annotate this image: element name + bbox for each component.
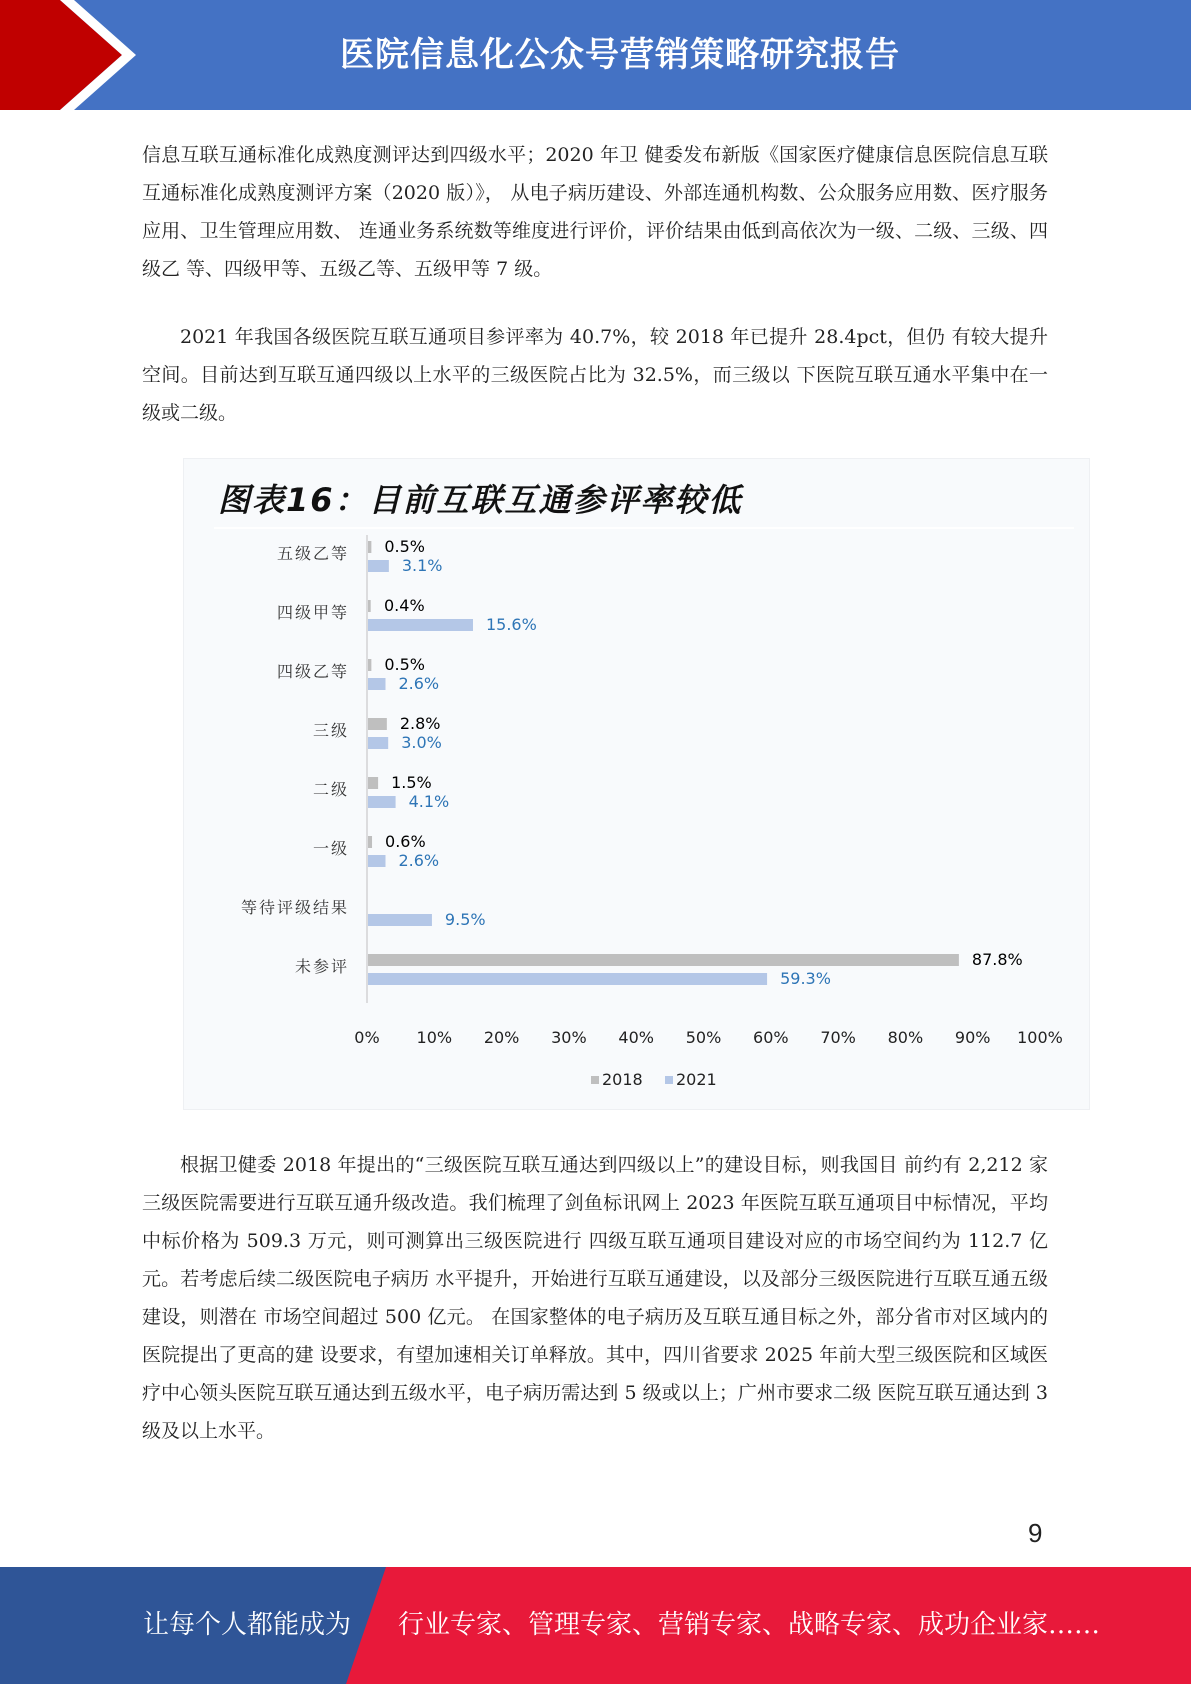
- data-label-2021: 3.0%: [401, 733, 442, 752]
- bar-2018: [368, 836, 372, 848]
- x-tick-label: 50%: [685, 1028, 722, 1047]
- bar-2021: [368, 678, 385, 690]
- report-title: 医院信息化公众号营销策略研究报告: [340, 35, 900, 75]
- x-tick-label: 60%: [753, 1028, 789, 1047]
- page-header: [0, 0, 1191, 110]
- data-label-2018: 87.8%: [971, 950, 1023, 969]
- x-tick-label: 0%: [354, 1028, 380, 1047]
- body-paragraph-2: 2021 年我国各级医院互联互通项目参评率为 40.7%，较 2018 年已提升 28.4pct，但仍 有较大提升空间。目前达到互联互通四级以上水平的三级医院占比为 32.5%，而三级以 下医院互联互通水平集中在一级或二级。: [142, 326, 1048, 424]
- bar-2018: [368, 541, 371, 553]
- category-label: 四级甲等: [276, 603, 349, 622]
- data-label-2021: 59.3%: [780, 969, 831, 988]
- data-label-2018: 2.8%: [399, 714, 441, 733]
- data-label-2018: 0.5%: [384, 537, 426, 556]
- data-label-2018: 0.5%: [384, 655, 426, 674]
- data-label-2018: 1.5%: [391, 773, 432, 792]
- data-label-2021: 3.1%: [401, 556, 443, 575]
- x-tick-label: 90%: [954, 1028, 991, 1047]
- bar-2018: [368, 600, 371, 612]
- bar-2021: [368, 914, 432, 926]
- header-chevron-decoration: [0, 0, 150, 110]
- category-label: 未参评: [294, 957, 349, 976]
- x-tick-label: 80%: [887, 1028, 924, 1047]
- footer-roles: 行业专家、管理专家、营销专家、战略专家、成功企业家……: [398, 1610, 1101, 1640]
- data-label-2021: 9.5%: [444, 910, 486, 929]
- data-label-2021: 4.1%: [408, 792, 450, 811]
- bar-2018: [368, 777, 378, 789]
- bar-2021: [368, 973, 767, 985]
- bar-2018: [368, 954, 959, 966]
- data-label-2018: 0.4%: [384, 596, 425, 615]
- category-label: 等待评级结果: [240, 898, 349, 917]
- bar-2021: [368, 737, 388, 749]
- figure-title: 图表16：目前互联互通参评率较低: [218, 481, 743, 519]
- bar-2021: [368, 560, 389, 572]
- x-tick-label: 20%: [483, 1028, 520, 1047]
- legend-swatch-2021: [665, 1076, 673, 1084]
- bar-2021: [368, 855, 385, 867]
- page-number: 9: [1028, 1518, 1043, 1548]
- bar-2018: [368, 659, 371, 671]
- legend-swatch-2018: [591, 1076, 599, 1084]
- x-tick-label: 30%: [551, 1028, 587, 1047]
- data-label-2018: 0.6%: [385, 832, 426, 851]
- bar-2021: [368, 796, 396, 808]
- category-label: 一级: [312, 839, 349, 858]
- legend-label-2021: 2021: [676, 1070, 717, 1089]
- category-label: 三级: [312, 721, 349, 740]
- x-tick-label: 70%: [820, 1028, 856, 1047]
- data-label-2021: 15.6%: [485, 615, 537, 634]
- x-tick-label: 10%: [416, 1028, 453, 1047]
- x-tick-label: 100%: [1017, 1028, 1063, 1047]
- body-paragraph-1: 信息互联互通标准化成熟度测评达到四级水平；2020 年卫 健委发布新版《国家医疗健康信息医院信息互联互通标准化成熟度测评方案（2020 版）》， 从电子病历建设、外部连通机构数、公众服务应用数、医疗服务应用、卫生管理应用数、 连通业务系统数等维度进行评价，评价结果由低到高依次为一级、二级、三级、四级乙 等、四级甲等、五级乙等、五级甲等 7 级。: [142, 144, 1048, 280]
- category-label: 二级: [312, 780, 349, 799]
- bar-2018: [368, 718, 387, 730]
- category-label: 四级乙等: [276, 662, 349, 681]
- figure-16: [183, 458, 1090, 1110]
- legend-label-2018: 2018: [602, 1070, 643, 1089]
- participation-rate-bar-chart: [184, 459, 1089, 1109]
- body-paragraph-3: 根据卫健委 2018 年提出的“三级医院互联互通达到四级以上”的建设目标，则我国目 前约有 2,212 家三级医院需要进行互联互通升级改造。我们梳理了剑鱼标讯网上 2023 年医院互联互通项目中标情况，平均中标价格为 509.3 万元，则可测算出三级医院进行 四级互联互通项目建设对应的市场空间约为 112.7 亿元。若考虑后续二级医院电子病历 水平提升，开始进行互联互通建设，以及部分三级医院进行互联互通五级建设，则潜在 市场空间超过 500 亿元。 在国家整体的电子病历及互联互通目标之外，部分省市对区域内的医院提出了更高的建 设要求，有望加速相关订单释放。其中，四川省要求 2025 年前大型三级医院和区域医 疗中心领头医院互联互通达到五级水平，电子病历需达到 5 级或以上；广州市要求二级 医院互联互通达到 3 级及以上水平。: [142, 1154, 1048, 1442]
- page-footer: [0, 1567, 1191, 1684]
- x-tick-label: 40%: [618, 1028, 654, 1047]
- footer-slogan: 让每个人都能成为: [143, 1610, 352, 1640]
- bar-2021: [368, 619, 473, 631]
- data-label-2021: 2.6%: [398, 674, 440, 693]
- category-label: 五级乙等: [276, 544, 349, 563]
- data-label-2021: 2.6%: [398, 851, 440, 870]
